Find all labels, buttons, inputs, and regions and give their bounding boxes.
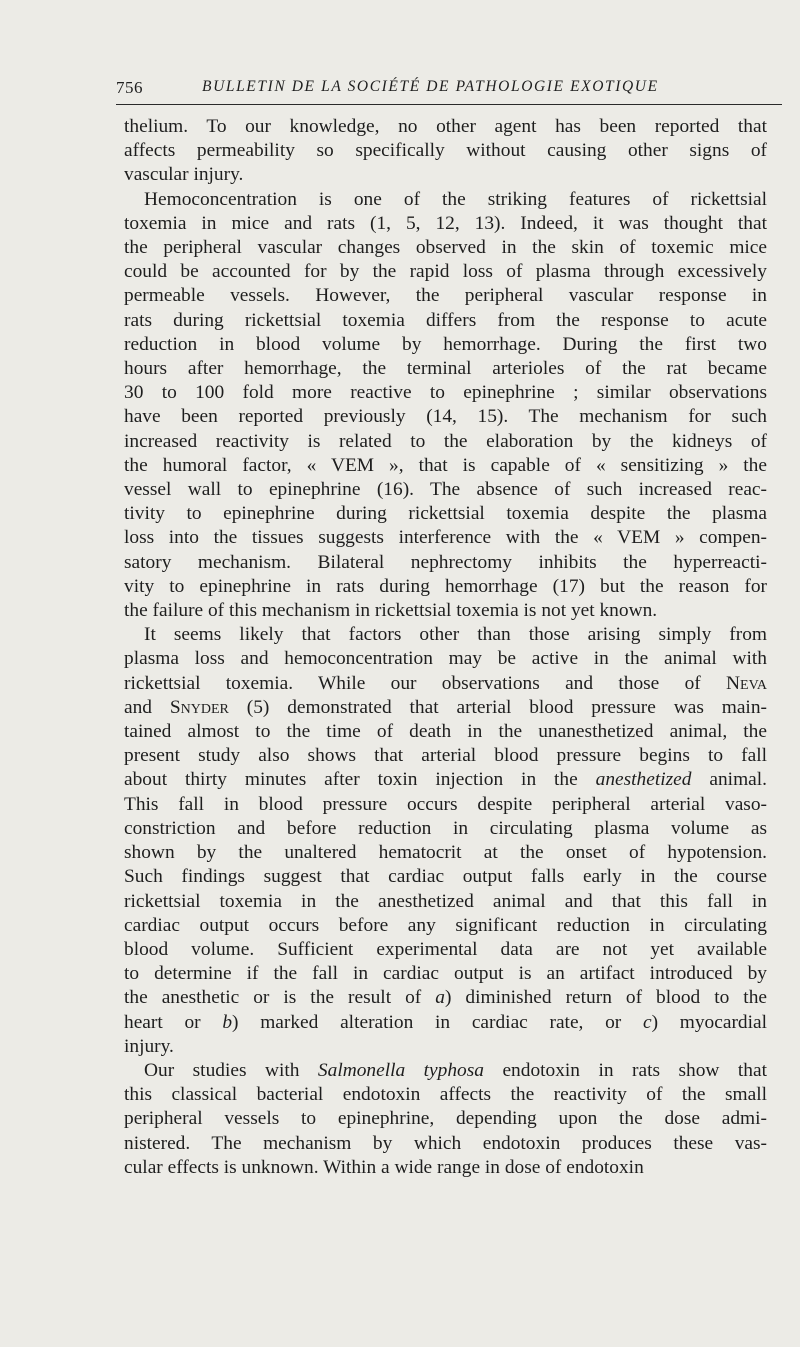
text-line: rickettsial toxemia in the anesthetized animal and that this fall in: [124, 890, 767, 912]
text-line: the anesthetic or is the result of a) diminished return of blood to the: [124, 987, 767, 1009]
text-line: tained almost to the time of death in the unanesthetized animal, the: [124, 721, 767, 743]
text-line: rats during rickettsial toxemia differs from the response to acute: [124, 309, 767, 331]
running-head-title: BULLETIN DE LA SOCIÉTÉ DE PATHOLOGIE EXOTIQUE: [202, 78, 659, 95]
text-line: peripheral vessels to epinephrine, depending upon the dose admi-: [124, 1108, 767, 1130]
text-line: reduction in blood volume by hemorrhage. During the first two: [124, 333, 767, 355]
text-line: this classical bacterial endotoxin affects the reactivity of the small: [124, 1084, 767, 1106]
text-line: cular effects is unknown. Within a wide range in dose of endotoxin: [124, 1156, 644, 1178]
text-line: shown by the unaltered hematocrit at the onset of hypotension.: [124, 842, 767, 864]
text-line: Our studies with Salmonella typhosa endotoxin in rats show that: [144, 1059, 767, 1081]
text-line: 30 to 100 fold more reactive to epinephrine ; similar observations: [124, 382, 767, 404]
running-header: [116, 74, 782, 105]
text-line: constriction and before reduction in circulating plasma volume as: [124, 817, 767, 839]
text-line: the peripheral vascular changes observed in the skin of toxemic mice: [124, 237, 767, 259]
paragraph: [124, 1059, 767, 1180]
text-line: and Snyder (5) demonstrated that arterial blood pressure was main-: [124, 696, 767, 718]
italic-term: Salmonella typhosa: [317, 1059, 484, 1081]
text-line: This fall in blood pressure occurs despite peripheral arterial vaso-: [124, 793, 767, 815]
paragraph: [124, 115, 767, 188]
text-line: vascular injury.: [124, 164, 244, 186]
italic-term: b: [222, 1011, 233, 1033]
paragraph: [124, 623, 767, 1059]
text-line: vity to epinephrine in rats during hemorrhage (17) but the reason for: [124, 575, 767, 597]
text-line: loss into the tissues suggests interference with the « VEM » compen-: [124, 527, 767, 549]
text-line: cardiac output occurs before any significant reduction in circulating: [124, 914, 767, 936]
text-line: vessel wall to epinephrine (16). The absence of such increased reac-: [124, 479, 767, 501]
italic-term: anesthetized: [595, 769, 692, 791]
text-line: toxemia in mice and rats (1, 5, 12, 13). Indeed, it was thought that: [124, 212, 767, 234]
text-line: the humoral factor, « VEM », that is capable of « sensitizing » the: [124, 454, 767, 476]
body-text: [124, 115, 767, 1180]
text-line: increased reactivity is related to the elaboration by the kidneys of: [124, 430, 767, 452]
text-line: blood volume. Sufficient experimental data are not yet available: [124, 938, 767, 960]
text-line: nistered. The mechanism by which endotoxin produces these vas-: [124, 1132, 767, 1154]
text-line: about thirty minutes after toxin injection in the anesthetized animal.: [124, 769, 767, 791]
text-line: tivity to epinephrine during rickettsial toxemia despite the plasma: [124, 503, 767, 525]
paragraph: [124, 188, 767, 624]
text-line: could be accounted for by the rapid loss of plasma through excessively: [124, 261, 767, 283]
author-name: Neva: [726, 672, 767, 694]
text-line: thelium. To our knowledge, no other agent has been reported that: [124, 116, 767, 137]
text-line: the failure of this mechanism in rickettsial toxemia is not yet known.: [124, 600, 658, 622]
text-line: affects permeability so specifically without causing other signs of: [124, 140, 767, 162]
text-line: It seems likely that factors other than those arising simply from: [144, 624, 767, 646]
page-number: 756: [116, 78, 143, 97]
text-line: rickettsial toxemia. While our observations and those of Neva: [124, 672, 767, 694]
author-name: Snyder: [169, 696, 229, 718]
text-line: permeable vessels. However, the peripheral vascular response in: [124, 285, 767, 307]
text-line: Such findings suggest that cardiac output falls early in the course: [124, 866, 767, 888]
text-line: injury.: [124, 1035, 174, 1057]
text-line: present study also shows that arterial blood pressure begins to fall: [124, 745, 767, 767]
italic-term: a: [435, 987, 445, 1009]
text-line: to determine if the fall in cardiac output is an artifact introduced by: [124, 963, 767, 985]
italic-term: c: [643, 1011, 652, 1033]
text-line: plasma loss and hemoconcentration may be active in the animal with: [124, 648, 767, 670]
text-line: satory mechanism. Bilateral nephrectomy inhibits the hyperreacti-: [124, 551, 767, 573]
text-line: heart or b) marked alteration in cardiac rate, or c) myocardial: [124, 1011, 768, 1033]
text-line: have been reported previously (14, 15). The mechanism for such: [124, 406, 767, 428]
text-line: hours after hemorrhage, the terminal arterioles of the rat became: [124, 358, 767, 380]
text-line: Hemoconcentration is one of the striking features of rickettsial: [144, 188, 767, 210]
